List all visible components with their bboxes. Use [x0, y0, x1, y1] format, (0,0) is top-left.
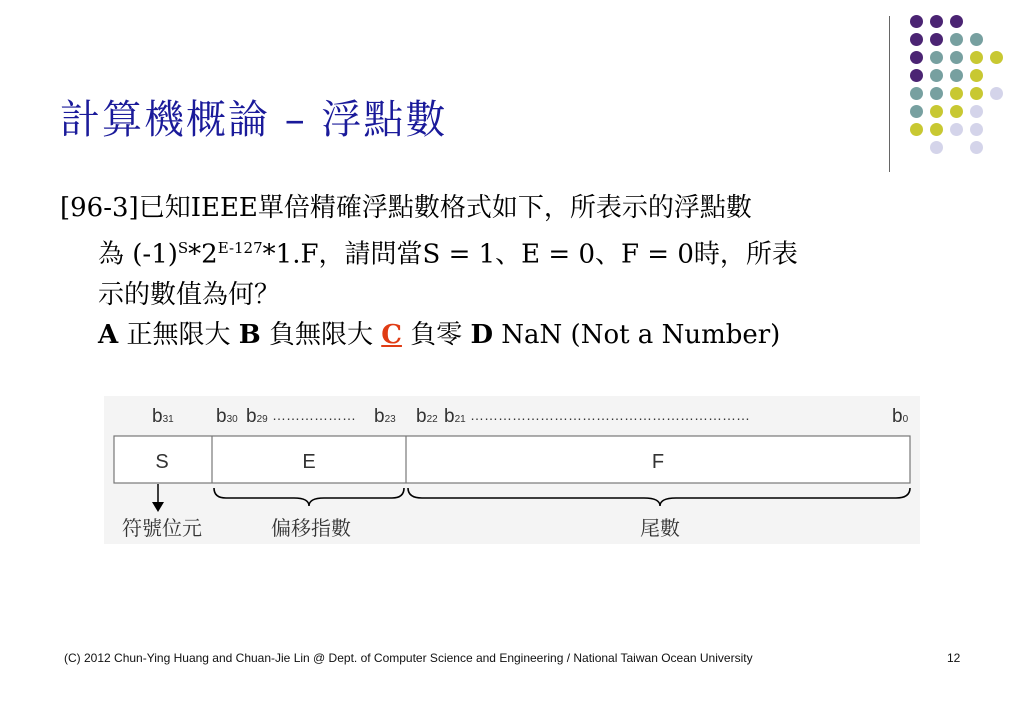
- question-line-1: [96-3]已知IEEE單倍精確浮點數格式如下，所表示的浮點數: [60, 193, 752, 223]
- answer-options: [60, 315, 940, 355]
- ieee-format-figure: [104, 396, 920, 544]
- exponent-brace: [214, 488, 404, 506]
- option-c-text: 負零: [401, 319, 471, 350]
- register-box: [114, 436, 910, 483]
- option-d-letter: D: [470, 319, 494, 350]
- option-b-letter: B: [238, 319, 261, 350]
- mantissa-brace: [408, 488, 910, 506]
- label-sign-bit: 符號位元: [122, 518, 202, 540]
- option-b-text: 負無限大: [260, 319, 382, 350]
- bit-label-b22: b22: [416, 406, 438, 427]
- option-c-letter-answer: C: [381, 319, 402, 350]
- option-a-letter: A: [98, 319, 119, 350]
- footer-copyright: (C) 2012 Chun-Ying Huang and Chuan-Jie Lin @ Dept. of Computer Science and Engineering / National Taiwan Ocean University: [64, 651, 753, 665]
- decorative-dot-grid: [902, 13, 1012, 153]
- dots-mantissa: ……………………………………………………: [470, 407, 750, 423]
- label-mantissa: 尾數: [640, 518, 680, 540]
- slide-title: 計算機概論 – 浮點數: [60, 97, 448, 143]
- bit-label-b30: b30: [216, 406, 238, 427]
- bit-label-b31: b31: [152, 406, 174, 427]
- bit-label-b29: b29: [246, 406, 268, 427]
- question-line-2: 為 $(-1)^S*2^{E-127}*1.F$，請問當S = 1、E = 0、F = 0時，所表: [98, 239, 798, 270]
- superscript-exponent: E-127: [217, 239, 263, 257]
- question-body: [60, 188, 940, 355]
- bit-label-b23: b23: [374, 406, 396, 427]
- ieee-format-diagram: [104, 396, 920, 544]
- option-a-text: 正無限大: [118, 319, 239, 350]
- label-biased-exponent: 偏移指數: [271, 518, 351, 540]
- cell-s: S: [155, 451, 169, 473]
- bit-label-b0: b0: [892, 406, 909, 427]
- divider-line: [889, 16, 890, 172]
- dots-exponent: ………………: [272, 407, 356, 423]
- sign-arrow-head: [152, 502, 164, 512]
- bit-label-b21: b21: [444, 406, 466, 427]
- cell-e: E: [302, 451, 316, 473]
- cell-f: F: [651, 451, 665, 473]
- question-line-3: 示的數值為何？: [98, 279, 281, 310]
- superscript-s: S: [177, 239, 189, 257]
- page-number: 12: [947, 651, 961, 665]
- option-d-text: NaN (Not a Number): [493, 319, 781, 350]
